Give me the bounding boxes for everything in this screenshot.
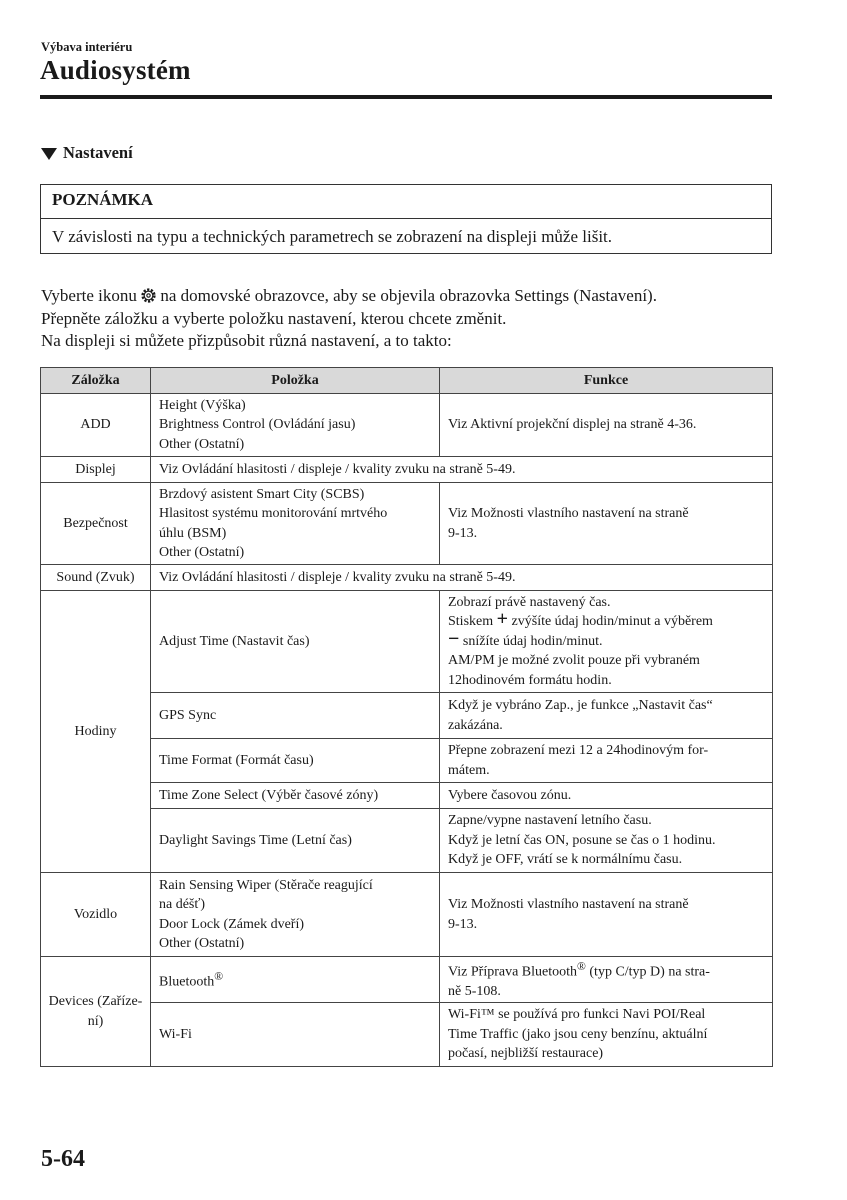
item-cell: Brzdový asistent Smart City (SCBS) Hlasitost systému monitorování mrtvého úhlu (BSM) Other (Ostatní) [151, 483, 440, 565]
intro-line-1: Vyberte ikonu na domovské obrazovce, aby se objevila obrazovka Settings (Nastavení). [41, 286, 657, 305]
intro-paragraph [41, 285, 657, 353]
table-row-bluetooth [41, 957, 773, 1003]
tab-cell: Bezpečnost [41, 483, 151, 565]
tab-cell: Devices (Zaříze- ní) [41, 957, 151, 1067]
table-header-row [41, 368, 773, 394]
function-cell: Vybere časovou zónu. [440, 783, 773, 809]
item-cell: Rain Sensing Wiper (Stěrače reagující na déšť) Door Lock (Zámek dveří) Other (Ostatní) [151, 873, 440, 957]
function-cell: Když je vybráno Zap., je funkce „Nastavit čas“ zakázána. [440, 693, 773, 739]
table-row-time-format [41, 739, 773, 783]
triangle-down-icon [41, 148, 57, 160]
header-function: Funkce [440, 368, 773, 394]
item-cell: Bluetooth® [151, 957, 440, 1003]
function-cell: Viz Příprava Bluetooth® (typ C/typ D) na stra- ně 5-108. [440, 957, 773, 1003]
plus-icon: + [496, 608, 509, 631]
item-cell: Wi-Fi [151, 1003, 440, 1067]
table-row-wifi [41, 1003, 773, 1067]
table-row-adjust-time [41, 591, 773, 693]
table-row-time-zone [41, 783, 773, 809]
table-row-sound [41, 565, 773, 591]
tab-cell: Sound (Zvuk) [41, 565, 151, 591]
table-row-display [41, 457, 773, 483]
function-cell: Zobrazí právě nastavený čas. Stiskem + zvýšíte údaj hodin/minut a výběrem − snížíte údaj hodin/minut. AM/PM je možné zvolit pouze při vybraném 12hodinovém formátu hodin. [440, 591, 773, 693]
table-row-vehicle [41, 873, 773, 957]
item-cell: Viz Ovládání hlasitosti / displeje / kvality zvuku na straně 5-49. [151, 565, 773, 591]
table-row-add [41, 394, 773, 457]
settings-table [40, 367, 773, 1067]
note-text: V závislosti na typu a technických parametrech se zobrazení na displeji může lišit. [52, 227, 613, 246]
page-number: 5-64 [41, 1146, 85, 1172]
function-cell: Viz Možnosti vlastního nastavení na straně 9-13. [440, 483, 773, 565]
section-label: Výbava interiéru [41, 40, 133, 54]
table-row-gps [41, 693, 773, 739]
item-cell: Time Zone Select (Výběr časové zóny) [151, 783, 440, 809]
function-cell: Zapne/vypne nastavení letního času. Když je letní čas ON, posune se čas o 1 hodinu. Když je OFF, vrátí se k normálnímu času. [440, 809, 773, 873]
tab-cell: ADD [41, 394, 151, 457]
item-cell: Daylight Savings Time (Letní čas) [151, 809, 440, 873]
header-tab: Záložka [41, 368, 151, 394]
item-cell: Adjust Time (Nastavit čas) [151, 591, 440, 693]
function-cell: Wi-Fi™ se používá pro funkci Navi POI/Real Time Traffic (jako jsou ceny benzínu, aktuální počasí, nejbližší restaurace) [440, 1003, 773, 1067]
function-cell: Přepne zobrazení mezi 12 a 24hodinovým for- mátem. [440, 739, 773, 783]
function-cell: Viz Možnosti vlastního nastavení na straně 9-13. [440, 873, 773, 957]
tab-cell: Displej [41, 457, 151, 483]
item-cell: Time Format (Formát času) [151, 739, 440, 783]
item-cell: Viz Ovládání hlasitosti / displeje / kvality zvuku na straně 5-49. [151, 457, 773, 483]
page-title: Audiosystém [40, 55, 191, 85]
note-title: POZNÁMKA [41, 185, 771, 219]
table-row-dst [41, 809, 773, 873]
subheading [41, 143, 133, 163]
tab-cell: Vozidlo [41, 873, 151, 957]
settings-gear-icon [141, 288, 156, 303]
function-cell: Viz Aktivní projekční displej na straně 4-36. [440, 394, 773, 457]
item-cell: Height (Výška) Brightness Control (Ovládání jasu) Other (Ostatní) [151, 394, 440, 457]
header-item: Položka [151, 368, 440, 394]
table-row-safety [41, 483, 773, 565]
title-rule [40, 95, 772, 99]
minus-icon: − [448, 627, 460, 650]
item-cell: GPS Sync [151, 693, 440, 739]
tab-cell: Hodiny [41, 591, 151, 873]
subheading-text: Nastavení [63, 143, 133, 162]
intro-line-2: Přepněte záložku a vyberte položku nastavení, kterou chcete změnit. [41, 308, 507, 328]
intro-line-3: Na displeji si můžete přizpůsobit různá nastavení, a to takto: [41, 331, 452, 350]
note-box [40, 184, 772, 254]
